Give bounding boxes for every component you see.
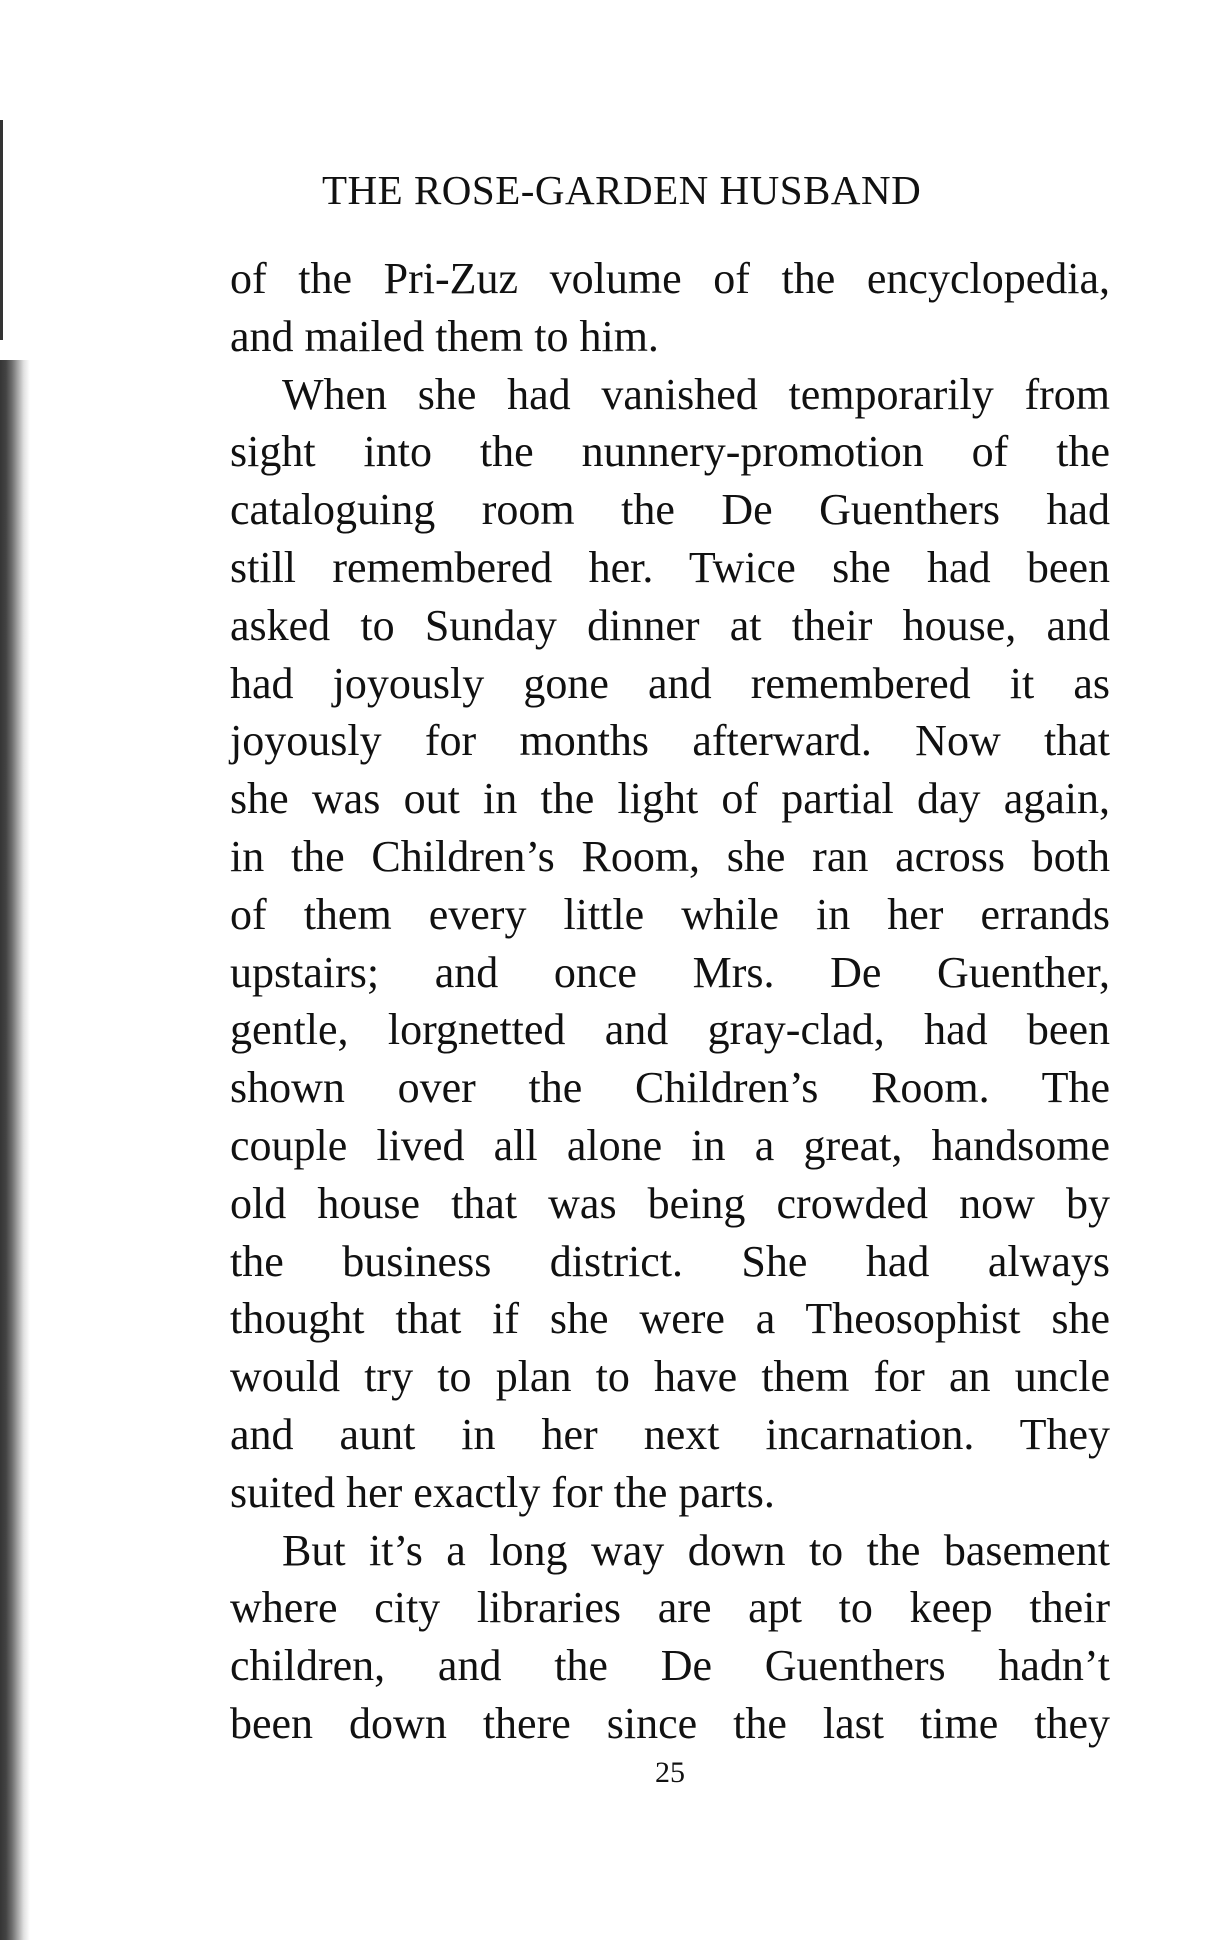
text-line: gentle, lorgnetted and gray-clad, had been: [230, 1005, 1110, 1055]
text-line: cataloguing room the De Guenthers had: [230, 485, 1110, 535]
text-line: joyously for months afterward. Now that: [230, 716, 1110, 766]
text-line: where city libraries are apt to keep their: [230, 1583, 1110, 1633]
text-line: upstairs; and once Mrs. De Guenther,: [230, 947, 1110, 997]
text-line: had joyously gone and remembered it as: [230, 658, 1110, 708]
text-line: couple lived all alone in a great, handsome: [230, 1120, 1110, 1170]
text-line: in the Children’s Room, she ran across both: [230, 831, 1110, 881]
text-line: But it’s a long way down to the basement: [282, 1525, 1110, 1575]
text-line: sight into the nunnery-promotion of the: [230, 427, 1110, 477]
text-line: old house that was being crowded now by: [230, 1178, 1110, 1228]
text-line: children, and the De Guenthers hadn’t: [230, 1641, 1110, 1691]
text-line: she was out in the light of partial day again,: [230, 774, 1110, 824]
text-line: asked to Sunday dinner at their house, and: [230, 600, 1110, 650]
text-line: and mailed them to him.: [230, 311, 659, 361]
text-line: When she had vanished temporarily from: [282, 369, 1110, 419]
text-line: thought that if she were a Theosophist she: [230, 1294, 1110, 1344]
text-line: of the Pri-Zuz volume of the encyclopedia,: [230, 254, 1110, 303]
text-line: the business district. She had always: [230, 1236, 1110, 1286]
binding-edge-line: [0, 120, 3, 340]
text-line: would try to plan to have them for an uncle: [230, 1352, 1110, 1402]
text-line: been down there since the last time they: [230, 1698, 1110, 1748]
body-text: [230, 250, 1110, 1753]
text-line: shown over the Children’s Room. The: [230, 1063, 1110, 1113]
text-line: suited her exactly for the parts.: [230, 1467, 775, 1517]
text-line: of them every little while in her errands: [230, 889, 1110, 939]
binding-edge-shadow: [0, 360, 30, 1940]
text-line: and aunt in her next incarnation. They: [230, 1409, 1110, 1459]
running-head: THE ROSE-GARDEN HUSBAND: [322, 167, 922, 213]
page-number: 25: [655, 1756, 685, 1789]
text-line: still remembered her. Twice she had been: [230, 542, 1110, 592]
